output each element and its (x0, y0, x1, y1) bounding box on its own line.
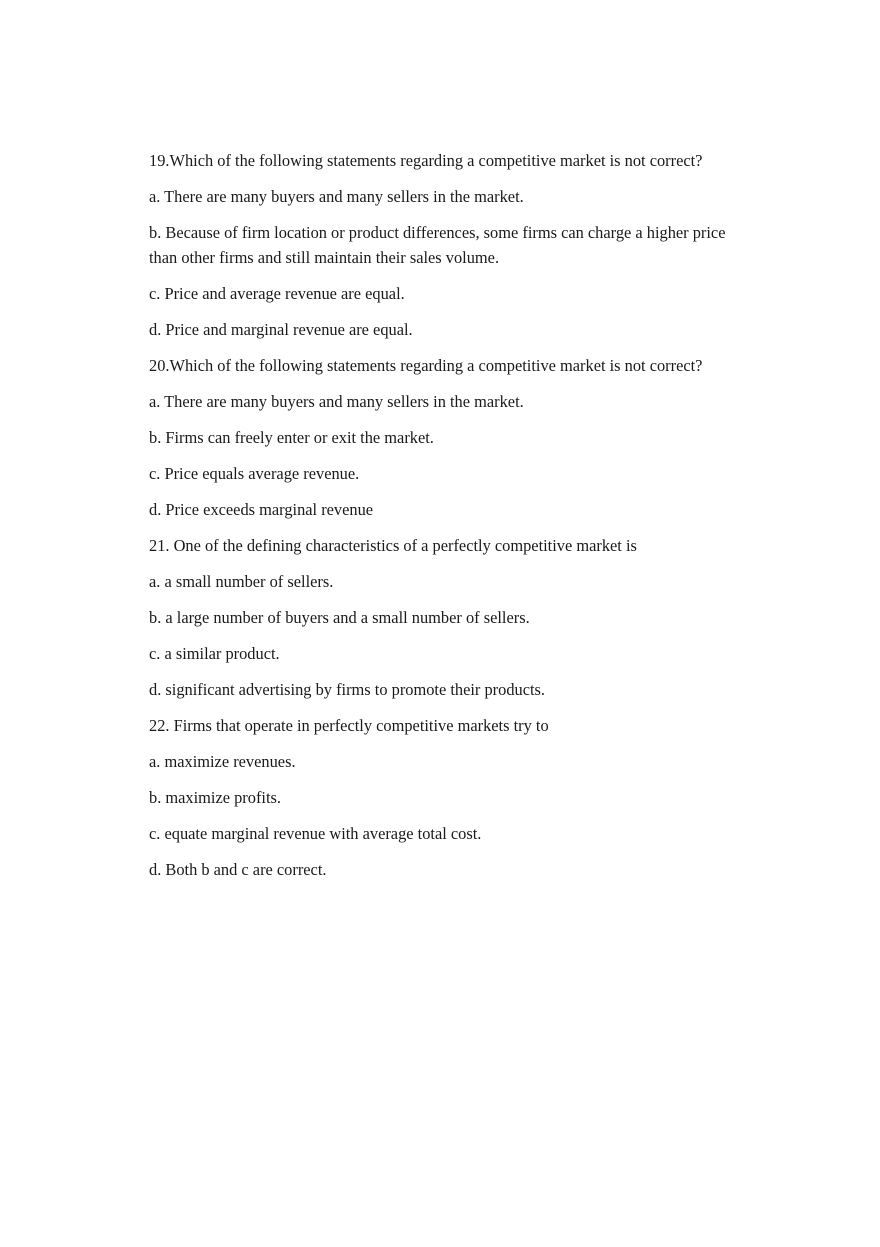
option-d: d. Price exceeds marginal revenue (149, 500, 374, 519)
question-text: 21. One of the defining characteristics of a perfectly competitive market is (149, 536, 637, 555)
question-21 (149, 533, 739, 702)
option-a: a. a small number of sellers. (149, 572, 334, 591)
question-22 (149, 713, 739, 882)
option-c: c. Price and average revenue are equal. (149, 284, 405, 303)
question-list (149, 148, 739, 893)
option-a: a. There are many buyers and many sellers in the market. (149, 187, 524, 206)
option-c: c. a similar product. (149, 644, 280, 663)
option-c: c. Price equals average revenue. (149, 464, 360, 483)
option-b: b. Because of firm location or product differences, some firms can charge a higher price than other firms and still maintain their sales volume. (149, 223, 726, 267)
question-text: 20.Which of the following statements regarding a competitive market is not correct? (149, 356, 703, 375)
question-text: 22. Firms that operate in perfectly competitive markets try to (149, 716, 549, 735)
option-d: d. Price and marginal revenue are equal. (149, 320, 413, 339)
option-d: d. Both b and c are correct. (149, 860, 327, 879)
option-a: a. There are many buyers and many sellers in the market. (149, 392, 524, 411)
option-b: b. a large number of buyers and a small number of sellers. (149, 608, 530, 627)
option-d: d. significant advertising by firms to promote their products. (149, 680, 546, 699)
option-b: b. Firms can freely enter or exit the market. (149, 428, 434, 447)
option-a: a. maximize revenues. (149, 752, 296, 771)
option-b: b. maximize profits. (149, 788, 282, 807)
question-19 (149, 148, 739, 342)
option-c: c. equate marginal revenue with average total cost. (149, 824, 482, 843)
question-text: 19.Which of the following statements regarding a competitive market is not correct? (149, 151, 703, 170)
question-20 (149, 353, 739, 522)
